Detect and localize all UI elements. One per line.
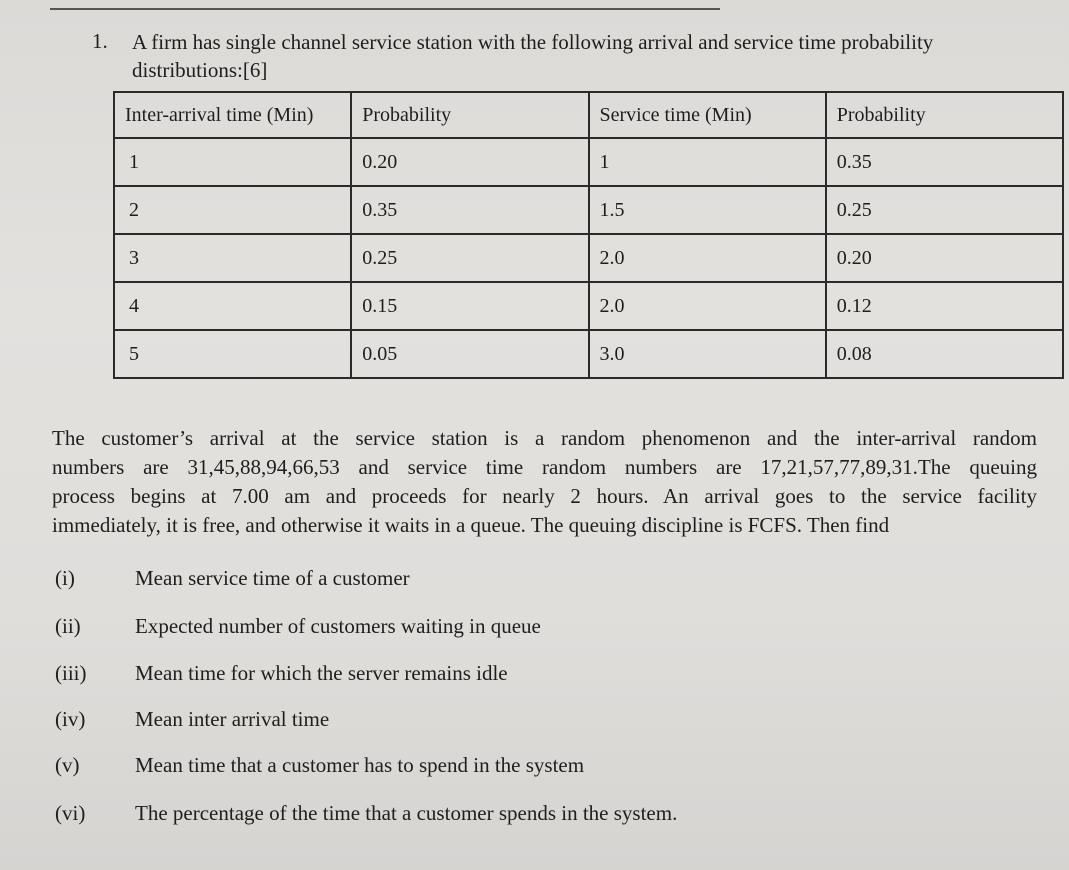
item-number: (i) — [55, 566, 75, 590]
header-inter-arrival-time: Inter-arrival time (Min) — [114, 92, 351, 138]
cell-arrival-probability: 0.15 — [351, 282, 588, 330]
top-rule — [50, 8, 720, 10]
cell-inter-arrival-time: 3 — [114, 234, 351, 282]
cell-inter-arrival-time: 1 — [114, 138, 351, 186]
item-text: Mean time that a customer has to spend in the system — [135, 753, 585, 777]
question-number: 1. — [92, 29, 108, 53]
distribution-table — [113, 91, 1064, 379]
question-intro — [132, 28, 1047, 84]
distribution-table-frame — [113, 91, 1064, 378]
table-row — [114, 282, 1063, 330]
list-item — [55, 614, 955, 644]
table-row — [114, 186, 1063, 234]
cell-inter-arrival-time: 5 — [114, 330, 351, 378]
list-item — [55, 753, 955, 783]
problem-paragraph — [52, 424, 1037, 540]
cell-service-time: 1.5 — [589, 186, 826, 234]
cell-service-probability: 0.25 — [826, 186, 1063, 234]
cell-arrival-probability: 0.25 — [351, 234, 588, 282]
cell-arrival-probability: 0.20 — [351, 138, 588, 186]
paragraph-line: process begins at 7.00 am and proceeds for nearly 2 hours. An arrival goes to the service facility — [52, 484, 1037, 508]
cell-inter-arrival-time: 2 — [114, 186, 351, 234]
item-number: (iv) — [55, 707, 86, 731]
item-text: Mean service time of a customer — [135, 566, 410, 590]
list-item — [55, 661, 955, 691]
cell-arrival-probability: 0.35 — [351, 186, 588, 234]
cell-service-time: 3.0 — [589, 330, 826, 378]
cell-service-probability: 0.20 — [826, 234, 1063, 282]
item-number: (v) — [55, 753, 80, 777]
item-number: (ii) — [55, 614, 81, 638]
cell-arrival-probability: 0.05 — [351, 330, 588, 378]
item-text: The percentage of the time that a customer spends in the system. — [135, 801, 678, 825]
item-number: (vi) — [55, 801, 86, 825]
item-number: (iii) — [55, 661, 87, 685]
header-arrival-probability: Probability — [351, 92, 588, 138]
question-intro-line1: A firm has single channel service station with the following arrival and service time probability — [132, 30, 934, 54]
cell-service-probability: 0.35 — [826, 138, 1063, 186]
header-service-probability: Probability — [826, 92, 1063, 138]
cell-service-probability: 0.08 — [826, 330, 1063, 378]
table-row — [114, 138, 1063, 186]
list-item — [55, 707, 955, 737]
cell-service-time: 1 — [589, 138, 826, 186]
table-row — [114, 234, 1063, 282]
cell-service-time: 2.0 — [589, 282, 826, 330]
item-text: Mean time for which the server remains idle — [135, 661, 508, 685]
table-header-row — [114, 92, 1063, 138]
header-service-time: Service time (Min) — [589, 92, 826, 138]
paragraph-line: immediately, it is free, and otherwise it waits in a queue. The queuing discipline is FCFS. Then find — [52, 513, 890, 537]
paragraph-line: The customer’s arrival at the service station is a random phenomenon and the inter-arrival random — [52, 426, 1037, 450]
cell-service-probability: 0.12 — [826, 282, 1063, 330]
list-item — [55, 566, 955, 596]
cell-service-time: 2.0 — [589, 234, 826, 282]
table-row — [114, 330, 1063, 378]
item-text: Mean inter arrival time — [135, 707, 330, 731]
paragraph-line: numbers are 31,45,88,94,66,53 and service time random numbers are 17,21,57,77,89,31.The queuing — [52, 455, 1037, 479]
item-text: Expected number of customers waiting in queue — [135, 614, 541, 638]
cell-inter-arrival-time: 4 — [114, 282, 351, 330]
question-intro-line2: distributions:[6] — [132, 58, 268, 82]
list-item — [55, 801, 955, 831]
